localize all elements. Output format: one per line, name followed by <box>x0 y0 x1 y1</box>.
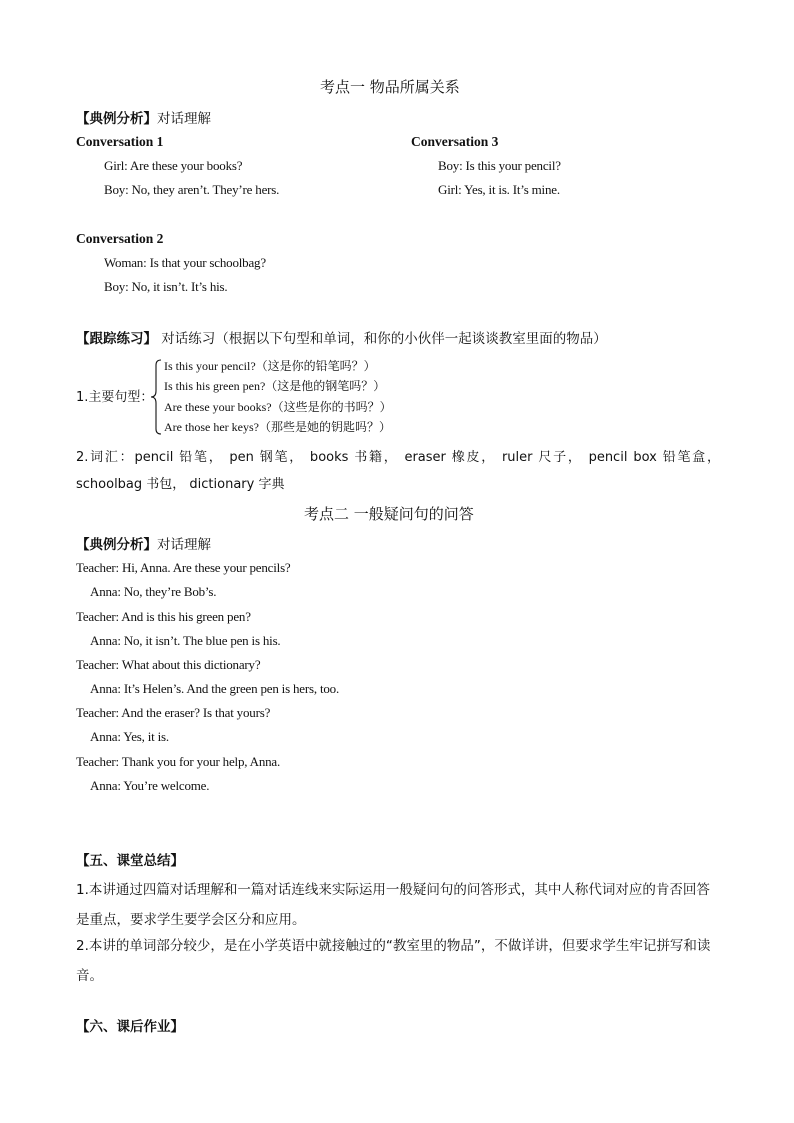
section2-example-label <box>76 533 211 553</box>
pattern-line: Is this his green pen?（这是他的钢笔吗？） <box>164 379 386 393</box>
conversation3-line: Girl: Yes, it is. It’s mine. <box>438 182 560 197</box>
summary-heading: 【五、课堂总结】 <box>76 853 184 869</box>
dialogue-line: Teacher: What about this dictionary? <box>76 657 261 672</box>
example-label-text: 对话理解 <box>157 537 211 553</box>
practice-label <box>76 327 607 347</box>
conversation1-heading: Conversation 1 <box>76 134 164 149</box>
conversation3-heading: Conversation 3 <box>411 134 499 149</box>
conversation1-line: Girl: Are these your books? <box>104 158 243 173</box>
conversation2-line: Boy: No, it isn’t. It’s his. <box>104 279 228 294</box>
conversation1-line: Boy: No, they aren’t. They’re hers. <box>104 182 280 197</box>
dialogue-line: Teacher: Thank you for your help, Anna. <box>76 754 281 769</box>
dialogue-line: Anna: It’s Helen’s. And the green pen is hers, too. <box>90 681 340 696</box>
example-label-bold: 【典例分析】 <box>76 111 157 127</box>
example-label-text: 对话理解 <box>157 111 211 127</box>
section1-example-label <box>76 107 211 127</box>
summary-paragraph-2: 2.本讲的单词部分较少，是在小学英语中就接触过的“教室里的物品”，不做详讲，但要求学生牢记拼写和读音。 <box>76 938 711 984</box>
patterns-label: 1.主要句型： <box>76 390 154 405</box>
dialogue-line: Teacher: And the eraser? Is that yours? <box>76 705 271 720</box>
practice-label-bold: 【跟踪练习】 <box>76 331 157 347</box>
dialogue-line: Teacher: And is this his green pen? <box>76 609 251 624</box>
conversation3-line: Boy: Is this your pencil? <box>438 158 561 173</box>
vocabulary-list: 2.词汇：pencil 铅笔， pen 钢笔， books 书籍， eraser 橡皮， ruler 尺子， pencil box 铅笔盒，schoolbag 书包， dictionary 字典 <box>76 450 720 492</box>
homework-heading: 【六、课后作业】 <box>76 1019 184 1035</box>
pattern-line: Are those her keys?（那些是她的钥匙吗？） <box>164 420 391 434</box>
pattern-line: Are these your books?（这些是你的书吗？） <box>164 400 392 414</box>
dialogue-line: Anna: You’re welcome. <box>90 778 210 793</box>
dialogue-line: Anna: No, it isn’t. The blue pen is his. <box>90 633 281 648</box>
dialogue-line: Anna: Yes, it is. <box>90 729 169 744</box>
conversation2-heading: Conversation 2 <box>76 231 164 246</box>
conversation2-line: Woman: Is that your schoolbag? <box>104 255 266 270</box>
practice-label-text: 对话练习（根据以下句型和单词，和你的小伙伴一起谈谈教室里面的物品） <box>157 331 607 347</box>
brace-icon <box>150 359 162 435</box>
dialogue-line: Anna: No, they’re Bob’s. <box>90 584 217 599</box>
section1-title: 考点一 物品所属关系 <box>320 78 460 96</box>
section2-title: 考点二 一般疑问句的问答 <box>304 505 474 523</box>
dialogue-line: Teacher: Hi, Anna. Are these your pencils? <box>76 560 291 575</box>
example-label-bold: 【典例分析】 <box>76 537 157 553</box>
pattern-line: Is this your pencil?（这是你的铅笔吗？） <box>164 359 376 373</box>
summary-paragraph-1: 1.本讲通过四篇对话理解和一篇对话连线来实际运用一般疑问句的问答形式，其中人称代词对应的肯否回答是重点，要求学生要学会区分和应用。 <box>76 882 710 928</box>
